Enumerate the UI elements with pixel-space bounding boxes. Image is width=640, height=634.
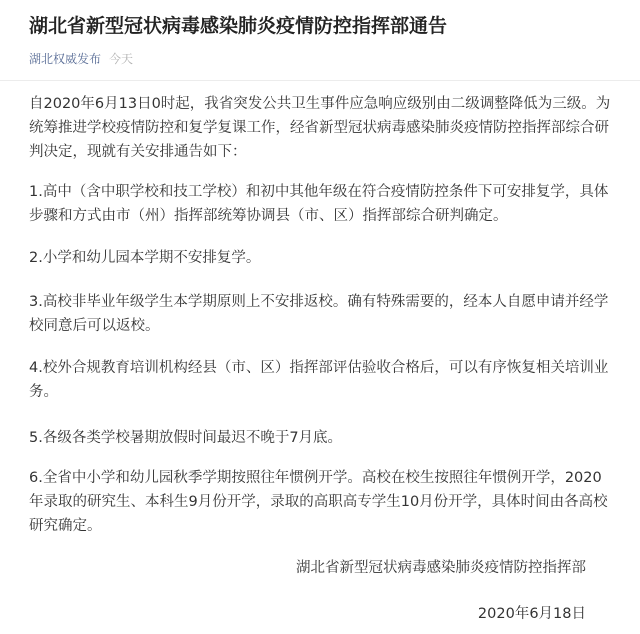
notice-date: 2020年6月18日 xyxy=(477,606,586,622)
notice-item-2: 2.小学和幼儿园本学期不安排复学。 xyxy=(29,250,261,266)
article-title: 湖北省新型冠状病毒感染肺炎疫情防控指挥部通告 xyxy=(29,15,448,37)
signature: 湖北省新型冠状病毒感染肺炎疫情防控指挥部 xyxy=(296,560,586,576)
source-account-link[interactable]: 湖北权威发布 xyxy=(29,52,102,66)
intro-paragraph: 自2020年6月13日0时起，我省突发公共卫生事件应急响应级别由二级调整降低为三级。为统筹推进学校疫情防控和复学复课工作，经省新型冠状病毒感染肺炎疫情防控指挥部综合研判决定，现就有关安排通告如下： xyxy=(29,96,611,160)
article-meta xyxy=(29,50,133,68)
notice-item-3: 3.高校非毕业年级学生本学期原则上不安排返校。确有特殊需要的，经本人自愿申请并经学校同意后可以返校。 xyxy=(29,294,609,334)
notice-item-4: 4.校外合规教育培训机构经县（市、区）指挥部评估验收合格后，可以有序恢复相关培训业务。 xyxy=(29,360,609,400)
notice-item-1: 1.高中（含中职学校和技工学校）和初中其他年级在符合疫情防控条件下可安排复学，具体步骤和方式由市（州）指挥部统筹协调县（市、区）指挥部综合研判确定。 xyxy=(29,184,609,224)
notice-item-5: 5.各级各类学校暑期放假时间最迟不晚于7月底。 xyxy=(29,430,343,446)
header-divider xyxy=(0,80,640,81)
notice-item-6: 6.全省中小学和幼儿园秋季学期按照往年惯例开学。高校在校生按照往年惯例开学，2020年录取的研究生、本科生9月份开学，录取的高职高专学生10月份开学，具体时间由各高校研究确定。 xyxy=(29,470,608,534)
publish-time: 今天 xyxy=(109,52,134,66)
